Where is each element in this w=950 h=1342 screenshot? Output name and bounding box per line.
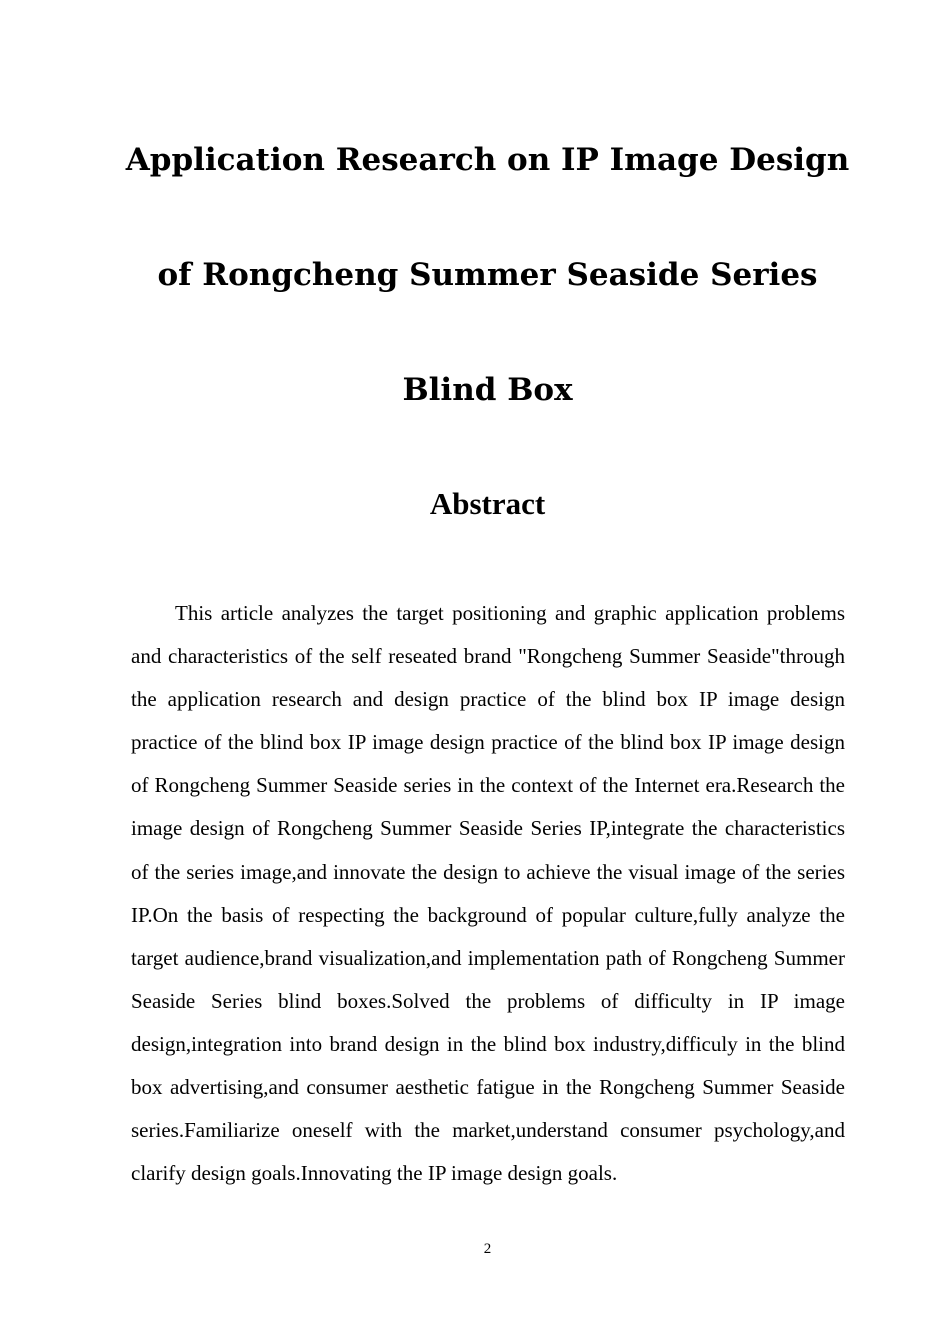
title-line-1: Application Research on IP Image Design: [125, 142, 850, 178]
abstract-heading: Abstract: [429, 486, 546, 521]
abstract-body: This article analyzes the target positioning and graphic application problems and characteristics of the self reseated brand "Rongcheng Summer Seaside"through the application research and design practice of the blind box IP image design practice of the blind box IP image design practice of the blind box IP image design of Rongcheng Summer Seaside series in the context of the Internet era.Research the image design of Rongcheng Summer Seaside Series IP,integrate the characteristics of the series image,and innovate the design to achieve the visual image of the series IP.On the basis of respecting the background of popular culture,fully analyze the target audience,brand visualization,and implementation path of Rongcheng Summer Seaside Series blind boxes.Solved the problems of difficulty in IP image design,integration into brand design in the blind box industry,difficuly in the blind box advertising,and consumer aesthetic fatigue in the Rongcheng Summer Seaside series.Familiarize oneself with the market,understand consumer psychology,and clarify design goals.Innovating the IP image design goals.: [131, 601, 845, 1186]
title-line-3: Blind Box: [402, 372, 573, 408]
page-number: 2: [483, 1241, 492, 1257]
title-line-2: of Rongcheng Summer Seaside Series: [157, 257, 818, 293]
